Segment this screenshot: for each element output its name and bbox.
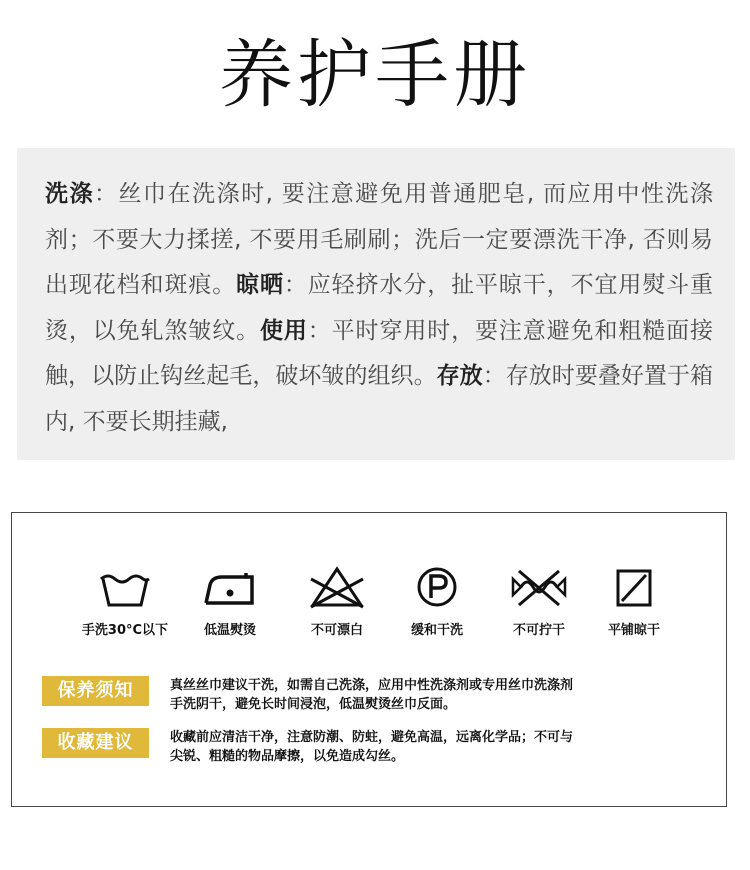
page-title: 养护手册: [219, 32, 531, 118]
note-tag: 保养须知: [42, 676, 149, 706]
dry-clean-p-icon: [407, 565, 467, 609]
symbol-caption: 手洗30°C以下: [81, 623, 169, 638]
symbol-caption: 平铺晾干: [607, 623, 660, 638]
note-line: 真丝丝巾建议干洗，如需自己洗涤，应用中性洗涤剂或专用丝巾洗涤剂: [170, 678, 574, 693]
symbol-caption: 缓和干洗: [410, 623, 463, 638]
care-instructions-text: [45, 172, 713, 445]
store-text: ：存放时要叠好置于箱内, 不要长期挂藏,: [45, 363, 714, 435]
dry-text: ：应轻挤水分，扯平晾干，不宜用熨斗重烫，以免轧煞皱纹。: [45, 272, 714, 344]
note-text: [170, 728, 715, 766]
note-line: 尖锐、粗糙的物品摩擦，以免造成勾丝。: [170, 749, 405, 764]
symbol-caption: 不可漂白: [310, 623, 363, 638]
note-tag: 收藏建议: [42, 728, 149, 758]
note-text: [170, 676, 715, 714]
symbol-no-bleach: [282, 565, 392, 638]
symbol-caption: 低温熨烫: [203, 623, 256, 638]
care-label-box: [11, 512, 727, 807]
use-text: ：平时穿用时，要注意避免和粗糙面接触，以防止钩丝起毛，破坏皱的组织。: [45, 317, 714, 389]
note-line: 手洗阴干，避免长时间浸泡，低温熨烫丝巾反面。: [170, 697, 457, 712]
symbol-low-temp-iron: [175, 565, 285, 638]
symbol-hand-wash: [70, 565, 180, 638]
store-label: 存放: [436, 363, 483, 389]
symbol-flat-dry: [579, 565, 689, 638]
no-wring-icon: [509, 565, 569, 609]
low-temp-iron-icon: [200, 565, 260, 609]
flat-dry-icon: [604, 565, 664, 609]
hand-wash-icon: [95, 565, 155, 609]
symbol-no-wring: [484, 565, 594, 638]
no-bleach-icon: [307, 565, 367, 609]
wash-label: 洗涤: [45, 181, 95, 207]
note-line: 收藏前应清洁干净，注意防潮、防蛀，避免高温，远离化学品；不可与: [170, 730, 574, 745]
wash-text: ：丝巾在洗涤时, 要注意避免用普通肥皂, 而应用中性洗涤剂；不要大力揉搓, 不要用毛刷刷；洗后一定要漂洗干净, 否则易出现花档和斑痕。: [45, 181, 714, 298]
symbol-dry-clean: [382, 565, 492, 638]
symbol-caption: 不可拧干: [512, 623, 565, 638]
dry-label: 晾晒: [236, 272, 284, 298]
use-label: 使用: [260, 317, 308, 344]
